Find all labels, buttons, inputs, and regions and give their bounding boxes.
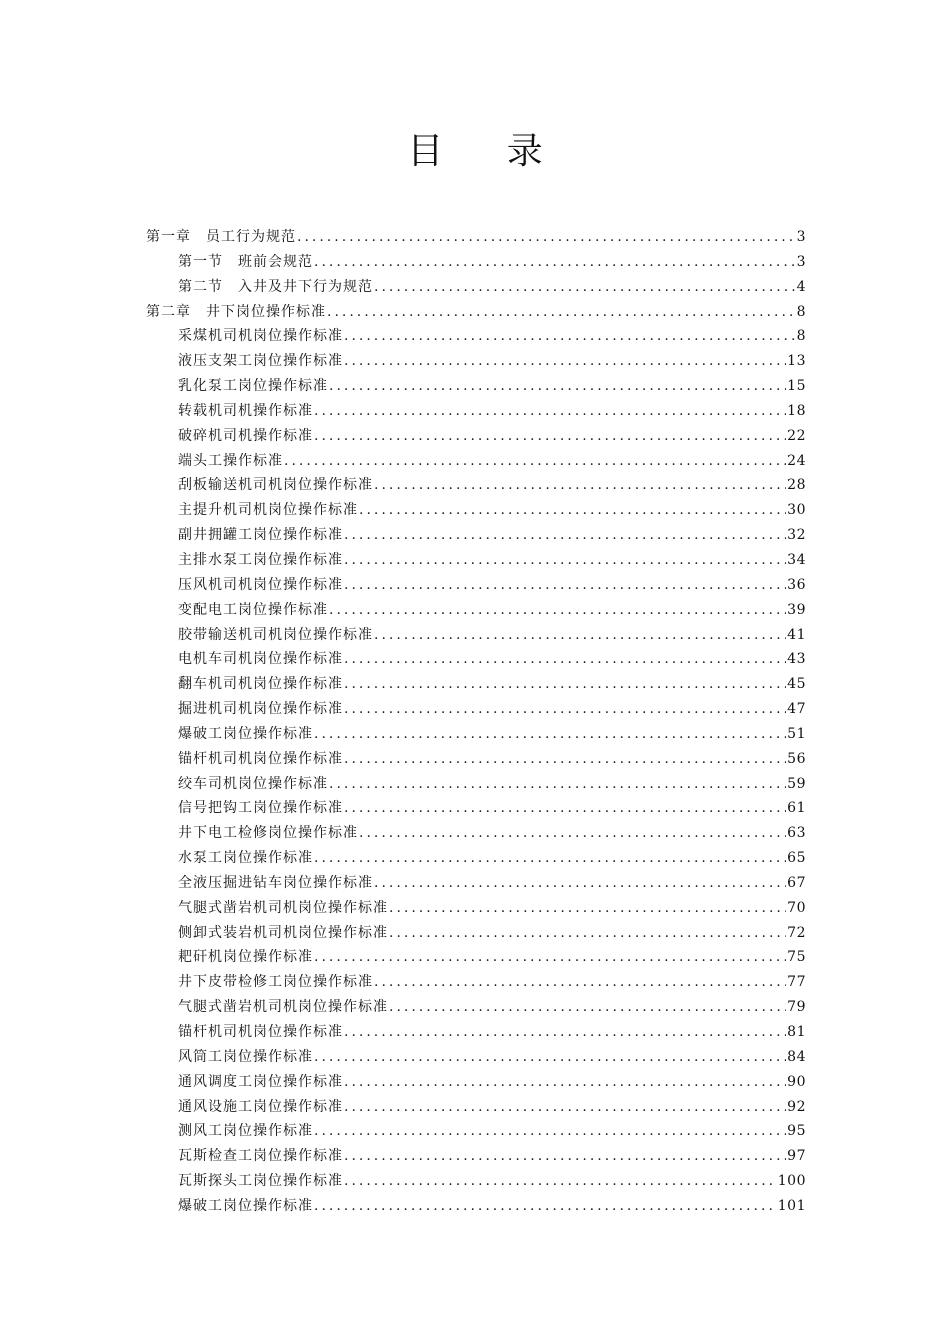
toc-page-number: 81 — [787, 1024, 806, 1040]
toc-entry-label: 第一章 员工行为规范 — [146, 229, 296, 245]
toc-dot-leader — [344, 651, 786, 667]
toc-entry-label: 全液压掘进钻车岗位操作标准 — [178, 874, 373, 891]
toc-page-number: 32 — [787, 527, 806, 544]
toc-dot-leader — [314, 1123, 786, 1139]
toc-dot-leader — [344, 527, 786, 543]
toc-section-entry[interactable] — [146, 996, 806, 1021]
toc-entry-label: 液压支架工岗位操作标准 — [178, 353, 343, 370]
toc-page-number: 92 — [787, 1098, 806, 1115]
toc-section-entry[interactable] — [146, 1046, 806, 1071]
toc-entry-label: 采煤机司机岗位操作标准 — [178, 328, 343, 345]
toc-entry-label: 侧卸式装岩机司机岗位操作标准 — [178, 924, 388, 941]
toc-page-number: 30 — [787, 502, 806, 519]
toc-dot-leader — [389, 999, 786, 1015]
toc-entry-label: 风筒工岗位操作标准 — [178, 1048, 313, 1065]
toc-dot-leader — [344, 1099, 786, 1115]
toc-page-number: 28 — [787, 477, 806, 494]
toc-dot-leader — [284, 453, 786, 469]
toc-entry-label: 通风调度工岗位操作标准 — [178, 1073, 343, 1090]
toc-page-number: 4 — [796, 278, 806, 295]
toc-dot-leader — [314, 1198, 777, 1214]
toc-dot-leader — [329, 378, 786, 394]
toc-page-number: 79 — [787, 999, 806, 1016]
toc-entry-label: 爆破工岗位操作标准 — [178, 725, 313, 742]
toc-entry-label: 转载机司机操作标准 — [178, 402, 313, 419]
toc-dot-leader — [314, 254, 796, 270]
toc-entry-label: 锚杆机司机岗位操作标准 — [178, 1024, 343, 1040]
toc-dot-leader — [344, 800, 786, 816]
toc-section-entry[interactable] — [146, 474, 806, 499]
toc-page-number: 72 — [787, 924, 806, 941]
toc-page-number: 84 — [787, 1048, 806, 1065]
toc-entry-label: 通风设施工岗位操作标准 — [178, 1098, 343, 1115]
toc-entry-label: 掘进机司机岗位操作标准 — [178, 701, 343, 718]
toc-entry-label: 第一节 班前会规范 — [178, 253, 313, 270]
toc-dot-leader — [314, 949, 786, 965]
toc-page-number: 65 — [787, 850, 806, 867]
toc-entry-label: 井下电工检修岗位操作标准 — [178, 825, 358, 842]
toc-entry-label: 压风机司机岗位操作标准 — [178, 576, 343, 593]
toc-dot-leader — [344, 1074, 786, 1090]
toc-dot-leader — [314, 428, 786, 444]
toc-entry-label: 瓦斯探头工岗位操作标准 — [178, 1173, 343, 1190]
toc-page-number: 43 — [787, 651, 806, 668]
toc-section-entry[interactable] — [146, 822, 806, 847]
toc-page-number: 101 — [777, 1197, 806, 1214]
toc-section-entry[interactable] — [146, 450, 806, 475]
toc-dot-leader — [314, 726, 786, 742]
toc-section-entry[interactable] — [146, 922, 806, 947]
toc-entry-label: 锚杆机司机岗位操作标准 — [178, 750, 343, 767]
toc-section-entry[interactable] — [146, 251, 806, 276]
toc-entry-label: 翻车机司机岗位操作标准 — [178, 676, 343, 693]
toc-page-number: 8 — [796, 328, 806, 345]
toc-page-number: 18 — [787, 402, 806, 419]
toc-page-number: 22 — [787, 427, 806, 444]
toc-dot-leader — [389, 925, 786, 941]
toc-entry-label: 副井拥罐工岗位操作标准 — [178, 527, 343, 544]
toc-entry-label: 刮板输送机司机岗位操作标准 — [178, 477, 373, 494]
toc-section-entry[interactable] — [146, 773, 806, 798]
toc-dot-leader — [344, 1148, 786, 1164]
toc-dot-leader — [344, 577, 786, 593]
toc-page-number: 51 — [787, 725, 806, 742]
toc-dot-leader — [314, 850, 786, 866]
toc-dot-leader — [374, 627, 786, 643]
toc-dot-leader — [344, 676, 786, 692]
toc-dot-leader — [374, 279, 796, 295]
toc-section-entry[interactable] — [146, 1170, 806, 1195]
toc-page-number: 67 — [787, 874, 806, 891]
toc-entry-label: 爆破工岗位操作标准 — [178, 1197, 313, 1214]
toc-page-number: 77 — [787, 974, 806, 991]
toc-entry-label: 水泵工岗位操作标准 — [178, 850, 313, 867]
toc-section-entry[interactable] — [146, 624, 806, 649]
toc-dot-leader — [374, 875, 786, 891]
toc-dot-leader — [344, 751, 786, 767]
toc-entry-label: 主提升机司机岗位操作标准 — [178, 502, 358, 519]
toc-page-number: 70 — [787, 899, 806, 916]
toc-section-entry[interactable] — [146, 400, 806, 425]
toc-page-number: 59 — [787, 775, 806, 792]
toc-entry-label: 气腿式凿岩机司机岗位操作标准 — [178, 899, 388, 916]
toc-dot-leader — [359, 825, 786, 841]
toc-dot-leader — [344, 552, 786, 568]
toc-entry-label: 耙矸机岗位操作标准 — [178, 949, 313, 966]
toc-page-number: 100 — [777, 1173, 806, 1190]
toc-dot-leader — [327, 304, 796, 320]
toc-page-number: 41 — [787, 626, 806, 643]
toc-page-number: 95 — [787, 1123, 806, 1140]
toc-page-number: 24 — [787, 452, 806, 469]
toc-entry-label: 胶带输送机司机岗位操作标准 — [178, 626, 373, 643]
toc-chapter-entry[interactable] — [146, 226, 806, 251]
toc-entry-label: 端头工操作标准 — [178, 452, 283, 469]
toc-page-number: 56 — [787, 750, 806, 767]
toc-section-entry[interactable] — [146, 847, 806, 872]
toc-page-number: 90 — [787, 1073, 806, 1090]
toc-entry-label: 变配电工岗位操作标准 — [178, 601, 328, 618]
toc-page-number: 3 — [796, 253, 806, 270]
toc-section-entry[interactable] — [146, 1096, 806, 1121]
toc-section-entry[interactable] — [146, 971, 806, 996]
toc-dot-leader — [344, 353, 786, 369]
toc-entry-label: 第二章 井下岗位操作标准 — [146, 303, 326, 320]
toc-section-entry[interactable] — [146, 748, 806, 773]
toc-page-number: 3 — [796, 229, 806, 245]
toc-dot-leader — [329, 602, 786, 618]
toc-section-entry[interactable] — [146, 325, 806, 350]
toc-dot-leader — [389, 900, 786, 916]
toc-page-number: 36 — [787, 576, 806, 593]
toc-page-number: 75 — [787, 949, 806, 966]
toc-section-entry[interactable] — [146, 524, 806, 549]
toc-entry-label: 乳化泵工岗位操作标准 — [178, 378, 328, 395]
toc-dot-leader — [344, 1024, 786, 1040]
toc-section-entry[interactable] — [146, 425, 806, 450]
toc-section-entry[interactable] — [146, 549, 806, 574]
toc-page-number: 15 — [787, 378, 806, 395]
toc-dot-leader — [374, 974, 786, 990]
toc-section-entry[interactable] — [146, 897, 806, 922]
toc-section-entry[interactable] — [146, 1120, 806, 1145]
toc-entry-label: 信号把钩工岗位操作标准 — [178, 800, 343, 817]
toc-entry-label: 测风工岗位操作标准 — [178, 1123, 313, 1140]
page-title: 目 录 — [407, 131, 569, 172]
toc-page-number: 63 — [787, 825, 806, 842]
toc-dot-leader — [344, 1173, 777, 1189]
toc-page-number: 8 — [796, 303, 806, 320]
toc-dot-leader — [314, 403, 786, 419]
toc-section-entry[interactable] — [146, 648, 806, 673]
toc-entry-label: 气腿式凿岩机司机岗位操作标准 — [178, 999, 388, 1016]
toc-dot-leader — [344, 328, 796, 344]
toc-entry-label: 绞车司机岗位操作标准 — [178, 775, 328, 792]
toc-section-entry[interactable] — [146, 599, 806, 624]
toc-section-entry[interactable] — [146, 797, 806, 822]
toc-chapter-entry[interactable] — [146, 301, 806, 326]
toc-section-entry[interactable] — [146, 1145, 806, 1170]
toc-entry-label: 破碎机司机操作标准 — [178, 427, 313, 444]
toc-entry-label: 瓦斯检查工岗位操作标准 — [178, 1148, 343, 1165]
toc-section-entry[interactable] — [146, 375, 806, 400]
toc-page-number: 34 — [787, 551, 806, 568]
toc-section-entry[interactable] — [146, 276, 806, 301]
toc-dot-leader — [374, 477, 786, 493]
toc-dot-leader — [359, 502, 786, 518]
toc-page-number: 47 — [787, 701, 806, 718]
toc-dot-leader — [297, 229, 796, 245]
toc-page-number: 13 — [787, 353, 806, 370]
toc-dot-leader — [314, 1049, 786, 1065]
toc-section-entry[interactable] — [146, 946, 806, 971]
toc-entry-label: 井下皮带检修工岗位操作标准 — [178, 974, 373, 991]
toc-section-entry[interactable] — [146, 350, 806, 375]
toc-dot-leader — [329, 776, 786, 792]
toc-section-entry[interactable] — [146, 1021, 806, 1046]
toc-page-number: 45 — [787, 676, 806, 693]
toc-section-entry[interactable] — [146, 673, 806, 698]
table-of-contents — [146, 226, 806, 1220]
toc-section-entry[interactable] — [146, 499, 806, 524]
toc-section-entry[interactable] — [146, 1071, 806, 1096]
toc-dot-leader — [344, 701, 786, 717]
toc-entry-label: 电机车司机岗位操作标准 — [178, 651, 343, 668]
toc-page-number: 61 — [787, 800, 806, 817]
toc-section-entry[interactable] — [146, 872, 806, 897]
toc-section-entry[interactable] — [146, 1195, 806, 1220]
toc-section-entry[interactable] — [146, 574, 806, 599]
toc-section-entry[interactable] — [146, 723, 806, 748]
toc-page-number: 97 — [787, 1148, 806, 1165]
toc-entry-label: 第二节 入井及井下行为规范 — [178, 278, 373, 295]
toc-page-number: 39 — [787, 601, 806, 618]
toc-section-entry[interactable] — [146, 698, 806, 723]
toc-entry-label: 主排水泵工岗位操作标准 — [178, 551, 343, 568]
